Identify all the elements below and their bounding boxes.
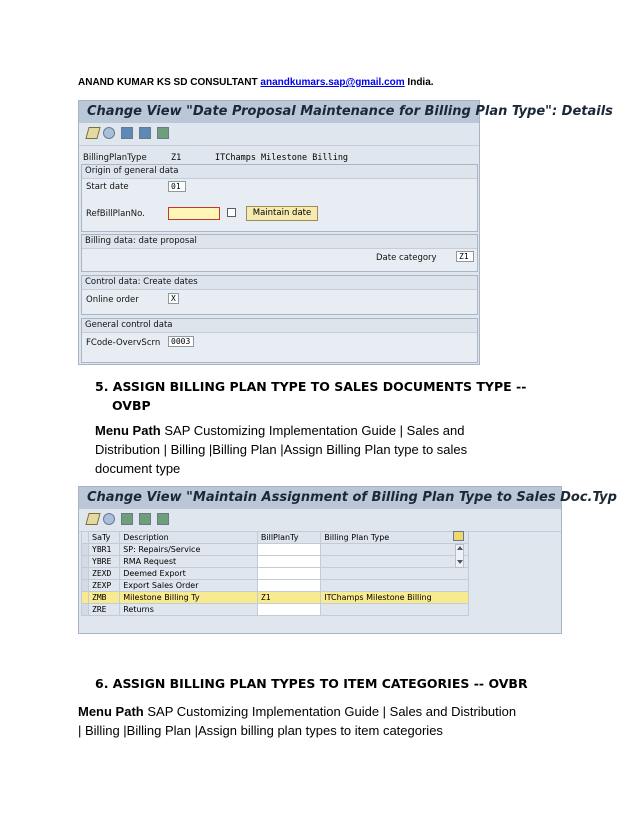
- deselect-all-icon[interactable]: [157, 513, 169, 525]
- table-row[interactable]: [82, 568, 469, 580]
- save-icon[interactable]: [121, 127, 133, 139]
- sap-screen-date-proposal: [78, 100, 613, 365]
- general-control-group: [81, 318, 478, 363]
- author-header: [78, 77, 434, 88]
- origin-group: [81, 164, 478, 232]
- billing-data-group: [81, 234, 478, 272]
- ref-bill-plan-field[interactable]: [168, 207, 220, 220]
- menu-path-line1: SAP Customizing Implementation Guide | Sales and: [160, 423, 465, 438]
- origin-group-title: Origin of general data: [82, 165, 477, 179]
- fcode-field[interactable]: 0003: [168, 336, 194, 347]
- billing-plan-type-cell: ITChamps Milestone Billing: [321, 592, 469, 604]
- author-name: ANAND KUMAR KS SD CONSULTANT: [78, 77, 261, 88]
- select-block-icon[interactable]: [139, 513, 151, 525]
- select-all-icon[interactable]: [121, 513, 133, 525]
- saty-cell[interactable]: ZEXD: [89, 568, 120, 580]
- section-5-heading-line2: OVBP: [112, 398, 151, 413]
- row-selector[interactable]: [82, 604, 89, 616]
- billing-plan-type-value: Z1: [171, 153, 182, 163]
- section-6-heading: 6. ASSIGN BILLING PLAN TYPES TO ITEM CATEGORIES -- OVBR: [95, 676, 528, 691]
- billing-plan-type-description: ITChamps Milestone Billing: [215, 153, 349, 163]
- description-cell: SP: Repairs/Service: [120, 544, 258, 556]
- general-control-group-title: General control data: [82, 319, 477, 333]
- toolbar: [79, 123, 479, 146]
- billplanty-cell[interactable]: [257, 604, 320, 616]
- column-settings-icon[interactable]: [453, 531, 464, 541]
- table-row[interactable]: [82, 544, 469, 556]
- billing-plan-type-label: BillingPlanType: [83, 153, 147, 163]
- date-category-field[interactable]: Z1: [456, 251, 474, 262]
- assignment-table: [81, 531, 469, 616]
- billplanty-cell[interactable]: [257, 580, 320, 592]
- menu-path-line2: Distribution | Billing |Billing Plan |Assign Billing Plan type to sales: [95, 442, 468, 457]
- scroll-up-icon[interactable]: [457, 546, 463, 550]
- billing-plan-type-cell: [321, 556, 469, 568]
- saty-cell[interactable]: ZRE: [89, 604, 120, 616]
- screen-title: Change View "Maintain Assignment of Billing Plan Type to Sales Doc.Typ: [79, 487, 561, 509]
- column-header-description[interactable]: Description: [120, 532, 258, 544]
- menu-path-line3: document type: [95, 461, 181, 476]
- menu-path-line1: SAP Customizing Implementation Guide | Sales and Distribution: [143, 704, 517, 719]
- billing-plan-type-cell: [321, 580, 469, 592]
- table-row[interactable]: [82, 604, 469, 616]
- maintain-date-button[interactable]: Maintain date: [246, 206, 318, 221]
- previous-entry-icon[interactable]: [139, 127, 151, 139]
- column-header-billing-plan-type[interactable]: Billing Plan Type: [321, 532, 469, 544]
- saty-cell[interactable]: ZEXP: [89, 580, 120, 592]
- start-date-field[interactable]: 01: [168, 181, 186, 192]
- section-5-heading-line1: 5. ASSIGN BILLING PLAN TYPE TO SALES DOCUMENTS TYPE --: [95, 379, 527, 394]
- next-entry-icon[interactable]: [157, 127, 169, 139]
- control-data-group-title: Control data: Create dates: [82, 276, 477, 290]
- date-category-label: Date category: [376, 253, 437, 263]
- row-selector-header: [82, 532, 89, 544]
- online-order-checkbox[interactable]: X: [168, 293, 179, 304]
- billplanty-cell[interactable]: Z1: [257, 592, 320, 604]
- billplanty-cell[interactable]: [257, 568, 320, 580]
- section-5-menu-path: [95, 421, 565, 478]
- menu-path-label: Menu Path: [78, 704, 144, 719]
- row-selector[interactable]: [82, 592, 89, 604]
- fcode-label: FCode-OvervScrn: [86, 338, 161, 348]
- description-cell: Deemed Export: [120, 568, 258, 580]
- start-date-label: Start date: [86, 182, 129, 192]
- saty-cell[interactable]: YBRE: [89, 556, 120, 568]
- column-header-billplanty[interactable]: BillPlanTy: [257, 532, 320, 544]
- copy-icon[interactable]: [227, 208, 236, 217]
- menu-path-label: Menu Path: [95, 423, 161, 438]
- sap-screen-billing-plan-assignment: [78, 486, 617, 634]
- ref-bill-plan-label: RefBillPlanNo.: [86, 209, 145, 219]
- description-cell: Returns: [120, 604, 258, 616]
- online-order-label: Online order: [86, 295, 139, 305]
- toolbar: [79, 509, 561, 532]
- control-data-group: [81, 275, 478, 315]
- row-selector[interactable]: [82, 568, 89, 580]
- display-change-icon[interactable]: [103, 513, 115, 525]
- section-6-menu-path: [78, 702, 568, 740]
- email-link[interactable]: anandkumars.sap@gmail.com: [260, 77, 405, 88]
- row-selector[interactable]: [82, 556, 89, 568]
- table-row[interactable]: [82, 580, 469, 592]
- billplanty-cell[interactable]: [257, 556, 320, 568]
- billing-plan-type-cell: [321, 544, 469, 556]
- row-selector[interactable]: [82, 544, 89, 556]
- screen-title: Change View "Date Proposal Maintenance for Billing Plan Type": Details: [79, 101, 479, 123]
- vertical-scrollbar[interactable]: [455, 544, 464, 568]
- billplanty-cell[interactable]: [257, 544, 320, 556]
- table-header-row: [82, 532, 469, 544]
- author-country: India.: [404, 77, 434, 88]
- billing-plan-type-cell: [321, 604, 469, 616]
- column-header-saty[interactable]: SaTy: [89, 532, 120, 544]
- table-row-highlighted[interactable]: [82, 592, 469, 604]
- edit-icon[interactable]: [85, 127, 100, 139]
- description-cell: Milestone Billing Ty: [120, 592, 258, 604]
- billing-data-group-title: Billing data: date proposal: [82, 235, 477, 249]
- scroll-down-icon[interactable]: [457, 560, 463, 564]
- row-selector[interactable]: [82, 580, 89, 592]
- menu-path-line2: | Billing |Billing Plan |Assign billing plan types to item categories: [78, 723, 443, 738]
- description-cell: RMA Request: [120, 556, 258, 568]
- saty-cell[interactable]: YBR1: [89, 544, 120, 556]
- table-row[interactable]: [82, 556, 469, 568]
- saty-cell[interactable]: ZMB: [89, 592, 120, 604]
- edit-icon[interactable]: [85, 513, 100, 525]
- display-change-icon[interactable]: [103, 127, 115, 139]
- description-cell: Export Sales Order: [120, 580, 258, 592]
- billing-plan-type-cell: [321, 568, 469, 580]
